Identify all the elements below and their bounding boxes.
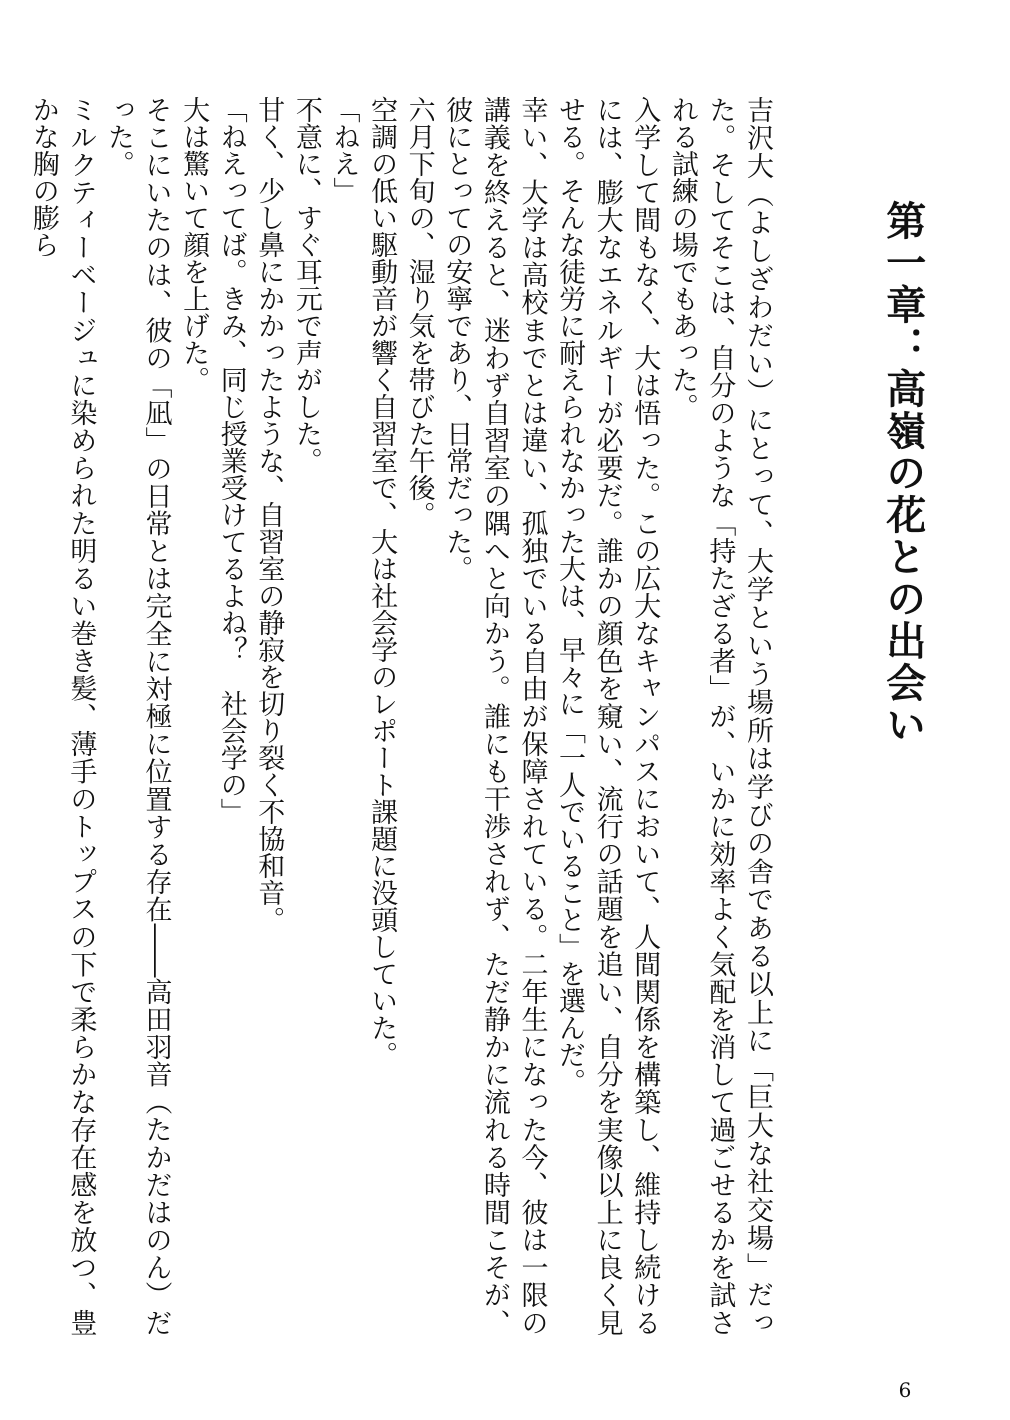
paragraph: 空調の低い駆動音が響く自習室で、大は社会学のレポート課題に没頭していた。 (366, 96, 398, 1068)
body-text (27, 96, 776, 1336)
paragraph: 六月下旬の、湿り気を帯びた午後。 (403, 96, 435, 528)
paragraph: 大は驚いて顔を上げた。 (178, 96, 210, 393)
paragraph: 入学して間もなく、大は悟った。この広大なキャンパスにおいて、人間関係を構築し、維持し続けるには、膨大なエネルギーが必要だ。誰かの顔色を窺い、流行の話題を追い、自分を実像以上に良く見せる。そんな徒労に耐えられなかった大は、早々に「一人でいること」を選んだ。 (554, 96, 661, 1336)
chapter-title: 第一章：高嶺の花との出会い (879, 200, 927, 746)
page-number: 6 (898, 1378, 912, 1402)
paragraph: 不意に、すぐ耳元で声がした。 (290, 96, 322, 474)
paragraph: 甘く、少し鼻にかかったような、自習室の静寂を切り裂く不協和音。 (253, 96, 285, 933)
paragraph: 吉沢大（よしざわだい）にとって、大学という場所は学びの舎である以上に「巨大な社交場」だった。そしてそこは、自分のような「持たざる者」が、いかに効率よく気配を消して過ごせるかを試される試練の場でもあった。 (666, 96, 773, 1336)
paragraph: ミルクティーベージュに染められた明るい巻き髪、薄手のトップスの下で柔らかな存在感を放つ、豊かな胸の膨ら (27, 96, 97, 1336)
paragraph: 幸い、大学は高校までとは違い、孤独でいる自由が保障されている。二年生になった今、彼は一限の講義を終えると、迷わず自習室の隅へと向かう。誰にも干渉されず、ただ静かに流れる時間こそが、彼にとっての安寧であり、日常だった。 (441, 96, 548, 1336)
paragraph: そこにいたのは、彼の「凪」の日常とは完全に対極に位置する存在――高田羽音（たかだはのん）だった。 (102, 96, 172, 1336)
paragraph: 「ねえってば。きみ、同じ授業受けてるよね？ 社会学の」 (215, 96, 247, 825)
paragraph: 「ねえ」 (328, 96, 360, 204)
